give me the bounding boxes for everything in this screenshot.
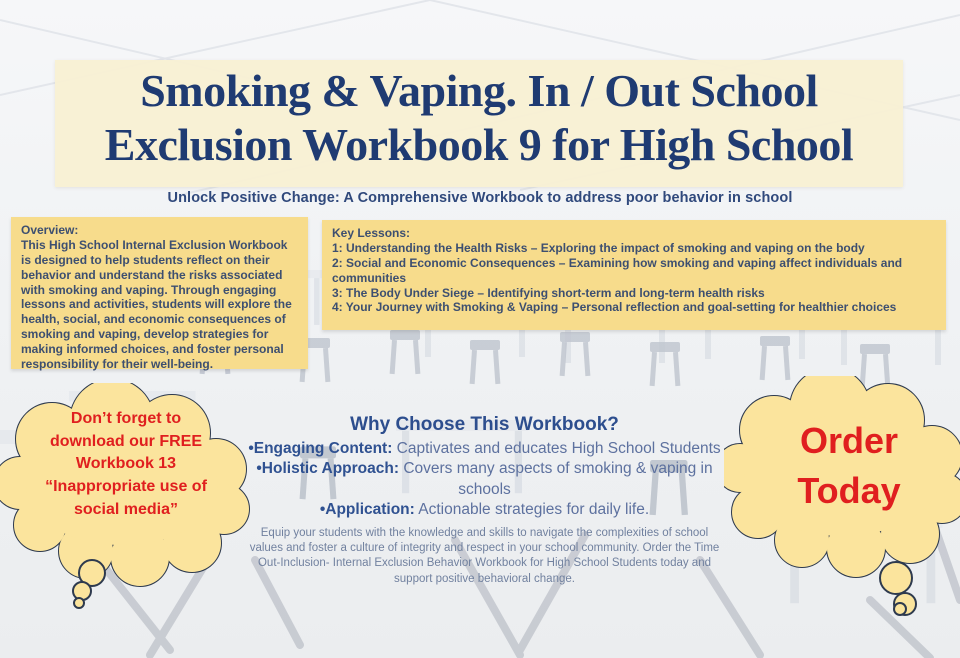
bullet-text: Actionable strategies for daily life. [414, 501, 650, 519]
bullet-engaging-content [232, 439, 737, 459]
title-line-2: Exclusion Workbook 9 for High School [104, 118, 854, 170]
order-today-line-2: Today [797, 469, 901, 511]
key-lessons-box [322, 220, 946, 330]
closing-paragraph: Equip your students with the knowledge and skills to navigate the complexities of school values and foster a culture of integrity and respect in your school community. Order the Time Out-Inclusion- Internal Exclusion Behavior Workbook for High School Students today and support positive behavioral change. [249, 526, 720, 585]
key-lessons-heading: Key Lessons: [332, 226, 411, 240]
bullet-label: •Application: [319, 501, 415, 519]
page-title [55, 64, 903, 172]
overview-box [11, 217, 308, 369]
bullet-holistic-approach [232, 459, 737, 500]
order-today-callout [764, 416, 934, 515]
free-workbook-callout: Don’t forget to download our FREE Workbook 13 “Inappropriate use of social media” [45, 410, 207, 518]
order-today-line-1: Order [799, 420, 899, 461]
title-banner [55, 60, 903, 187]
key-lesson-item: 2: Social and Economic Consequences – Examining how smoking and vaping affect individuals and communities [332, 255, 903, 285]
bullet-text: Captivates and educates High School Students [392, 440, 721, 457]
why-choose-heading: Why Choose This Workbook? [350, 414, 619, 435]
subtitle-tagline: Unlock Positive Change: A Comprehensive Workbook to address poor behavior in school [167, 190, 793, 206]
bullet-application [232, 500, 737, 520]
why-choose-section [232, 414, 737, 587]
bullet-label: •Engaging Content: [248, 440, 393, 457]
bullet-text: Covers many aspects of smoking & vaping in schools [399, 460, 713, 498]
overview-body: This High School Internal Exclusion Workbook is designed to help students reflect on their behavior and understand the risks associated with smoking and vaping. Through engaging lessons and activities, students will explore the health, social, and economic consequences of smoking and vaping, develop strategies for making informed choices, and foster personal responsibility for their well-being. [21, 237, 292, 371]
overview-heading: Overview: [21, 223, 79, 237]
bullet-label: •Holistic Approach: [256, 460, 400, 478]
key-lesson-item: 4: Your Journey with Smoking & Vaping – Personal reflection and goal-setting for healthier choices [332, 300, 897, 315]
key-lesson-item: 3: The Body Under Siege – Identifying short-term and long-term health risks [332, 285, 765, 300]
key-lesson-item: 1: Understanding the Health Risks – Exploring the impact of smoking and vaping on the body [332, 240, 865, 255]
title-line-1: Smoking & Vaping. In / Out School [140, 65, 818, 116]
